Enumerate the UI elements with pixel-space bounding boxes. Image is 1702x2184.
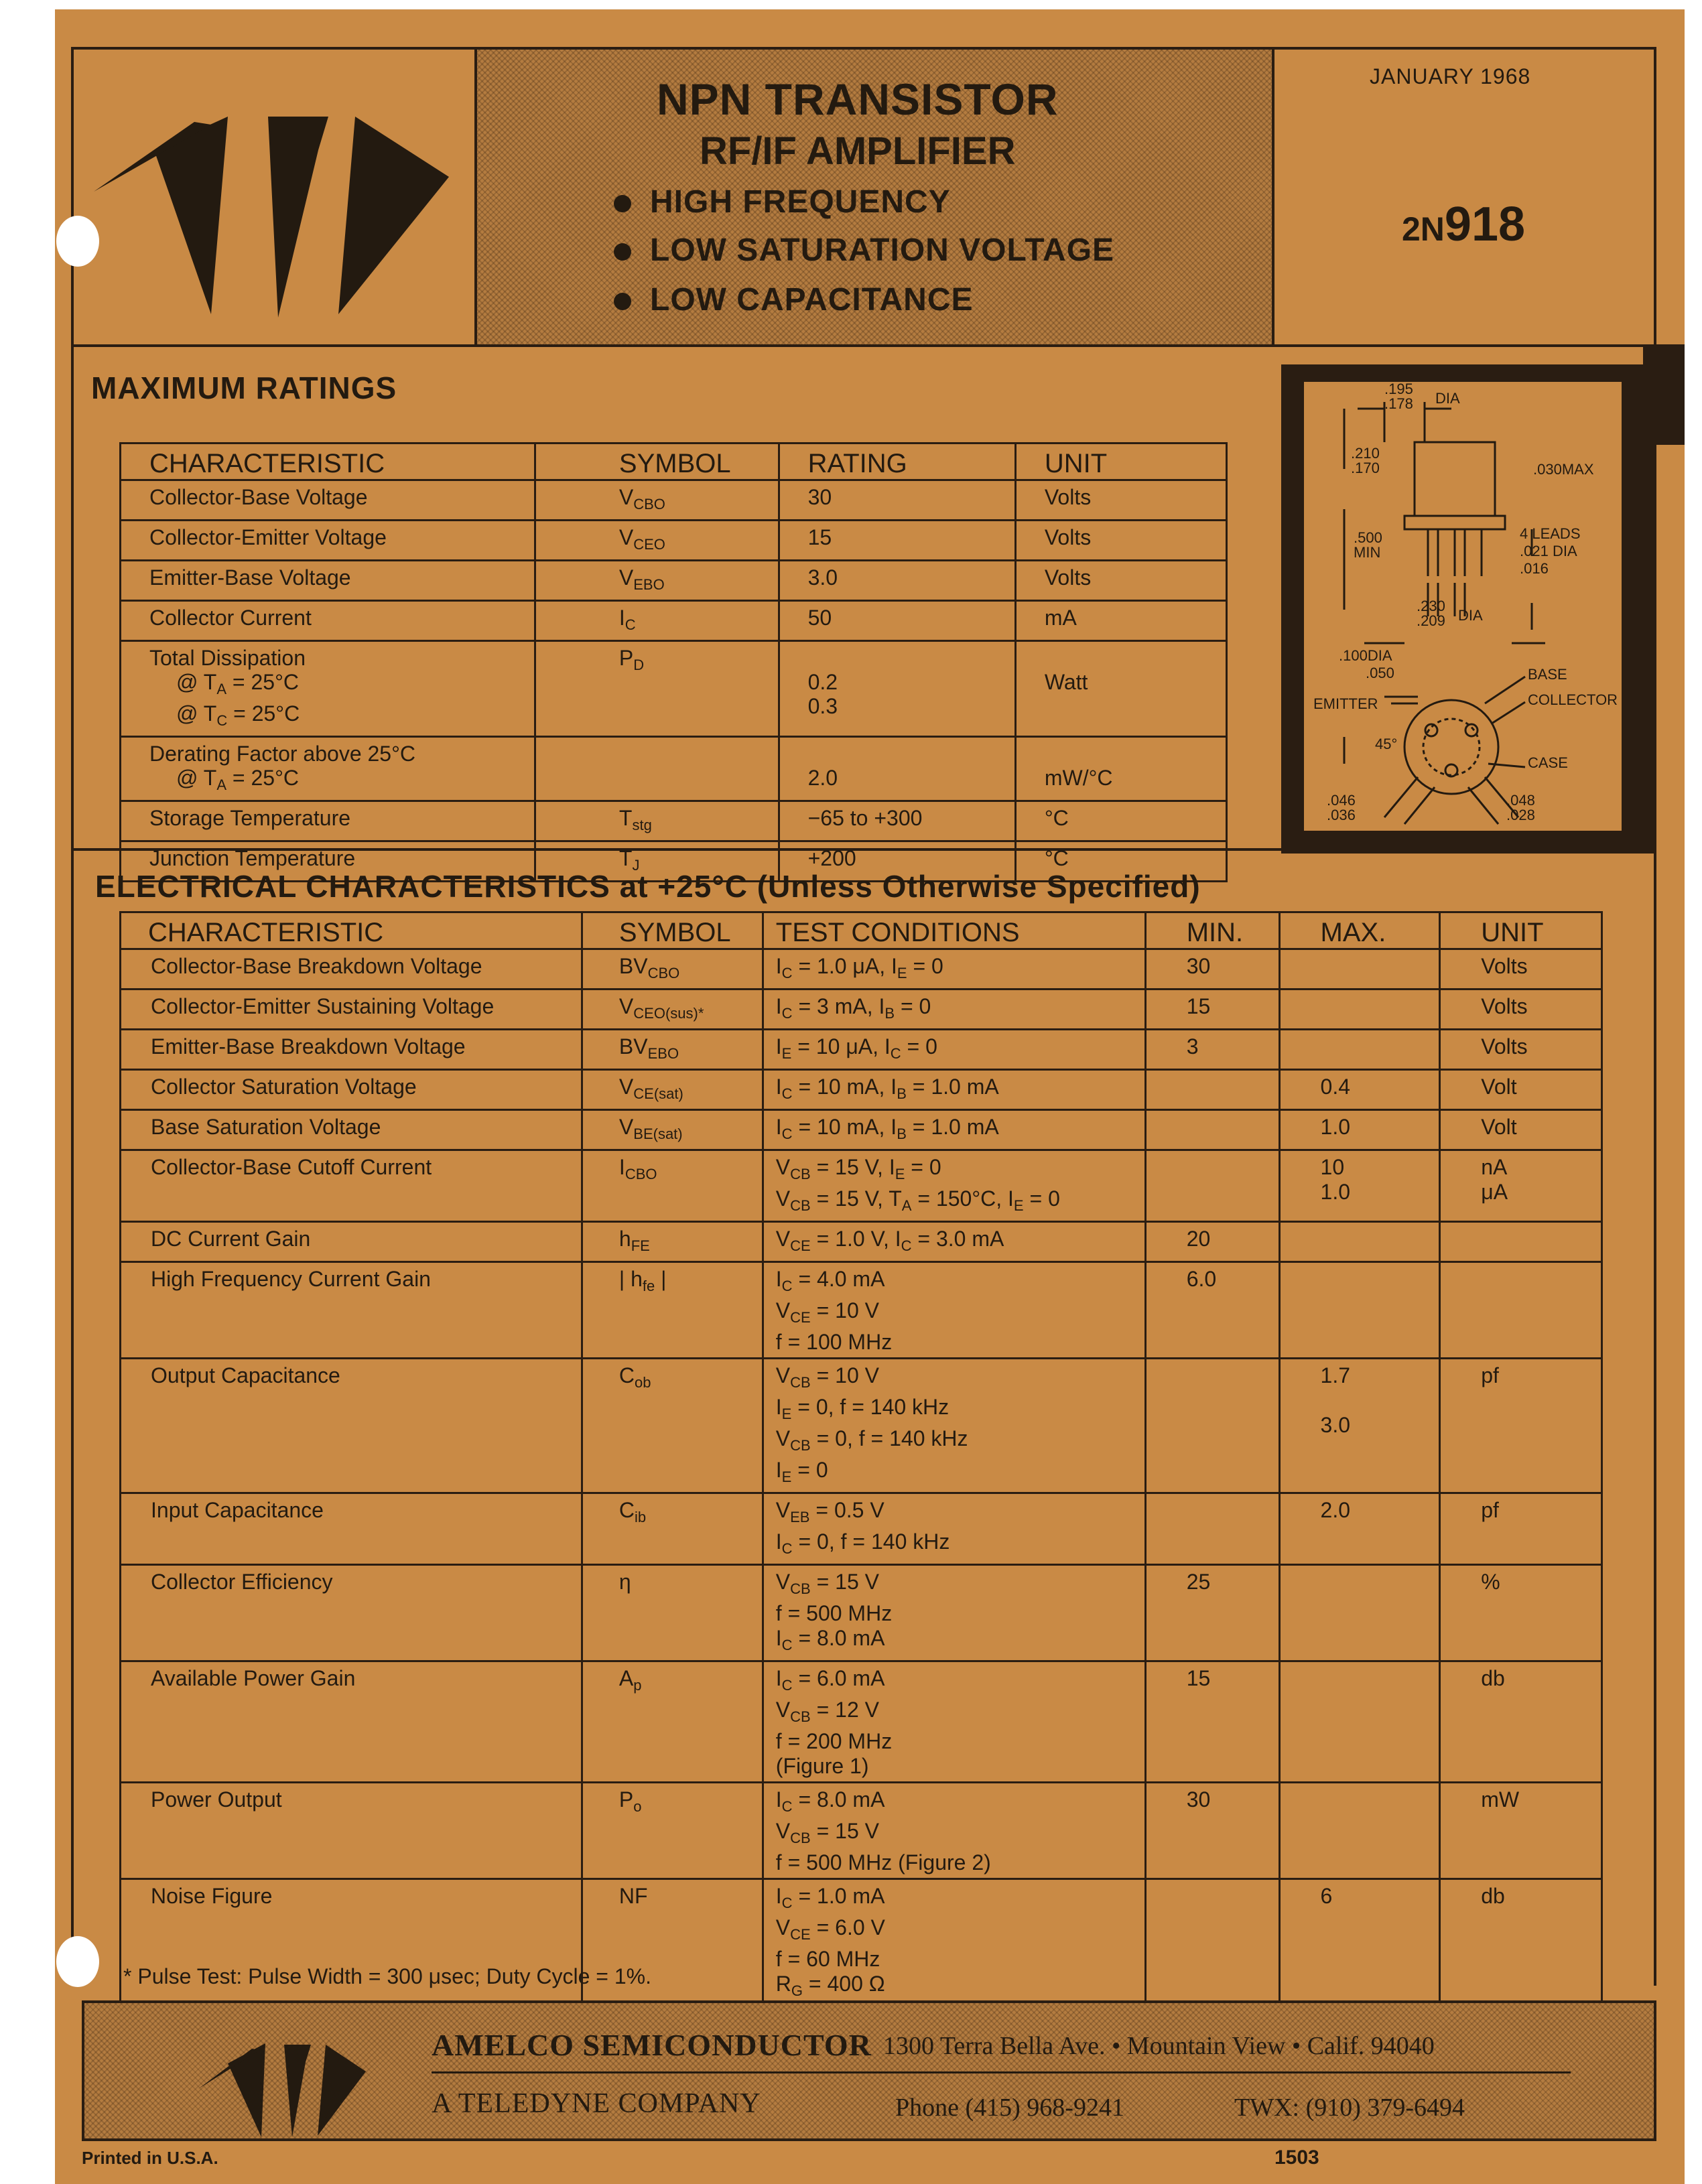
test-condition: $I_C = 10$ mA, $I_B = 1.0$ mA (775, 1075, 999, 1102)
test-condition: $V_{CB} = 15$ V, $I_E = 0$ (775, 1155, 941, 1182)
table-row: Emitter-Base Voltage $V_{EBO}$ 3.0 Volts (121, 561, 1227, 601)
company-address: 1300 Terra Bella Ave. • Mountain View • Calif. 94040 (883, 2032, 1435, 2060)
table-header-row (121, 443, 1227, 480)
test-condition: $I_C = 8.0$ mA (775, 1626, 885, 1653)
test-condition: $V_{CB} = 0$, f = 140 kHz (775, 1426, 968, 1454)
title-line2: RF/IF AMPLIFIER (700, 129, 1016, 173)
col-header: UNIT (1015, 443, 1226, 480)
test-condition: f = 100 MHz (775, 1330, 893, 1354)
table-row: Output Capacitance $C_{ob}$ $V_{CB} = 10$ V $I_E = 0$, f = 140 kHz $V_{CB} = 0$, f = 140 kHz $I_E = 0$ 1.7 3.0 pf (121, 1359, 1602, 1493)
col-header: SYMBOL (582, 912, 763, 949)
col-header: MAX. (1279, 912, 1440, 949)
table-row: DC Current Gain $h_{FE}$ $V_{CE} = 1.0$ V, $I_C = 3.0$ mA 20 (121, 1222, 1602, 1262)
page-code: 1503 (1274, 2146, 1319, 2169)
footnote: * Pulse Test: Pulse Width = 300 μsec; Duty Cycle = 1%. (123, 1964, 651, 1988)
twx-number: TWX: (910) 379-6494 (1234, 2094, 1465, 2122)
col-header: SYMBOL (535, 443, 779, 480)
table-row: Available Power Gain $A_p$ $I_C = 6.0$ mA $V_{CB} = 12$ V f = 200 MHz (Figure 1) 15 db (121, 1661, 1602, 1783)
table-row: Noise Figure NF $I_C = 1.0$ mA $V_{CE} = 6.0$ V f = 60 MHz $R_G = 400$ Ω 6 db (121, 1879, 1602, 2007)
package-frame (1281, 364, 1656, 854)
test-condition: $V_{CE} = 1.0$ V, $I_C = 3.0$ mA (775, 1227, 1004, 1254)
punch-hole (56, 1936, 99, 1987)
max-ratings-heading: MAXIMUM RATINGS (91, 370, 397, 405)
table-row: Collector Current $I_C$ 50 mA (121, 601, 1227, 641)
test-condition: $V_{CB} = 15$ V (775, 1570, 879, 1597)
table-header-row (121, 912, 1602, 949)
table-row: Collector-Emitter Voltage $V_{CEO}$ 15 Volts (121, 521, 1227, 561)
electrical-heading: ELECTRICAL CHARACTERISTICS at +25°C (Unless Otherwise Specified) (95, 869, 1201, 904)
col-header: CHARACTERISTIC (121, 912, 582, 949)
title-line1: NPN TRANSISTOR (657, 74, 1059, 124)
feature-3: LOW CAPACITANCE (614, 281, 974, 318)
test-condition: $I_C = 0$, f = 140 kHz (775, 1529, 950, 1557)
test-condition: $I_C = 3$ mA, $I_B = 0$ (775, 994, 931, 1022)
test-condition: f = 200 MHz (775, 1729, 893, 1753)
test-condition: $I_C = 1.0$ μA, $I_E = 0$ (775, 954, 943, 981)
test-condition: $I_E = 0$ (775, 1458, 828, 1485)
test-condition: $I_C = 6.0$ mA (775, 1666, 885, 1694)
table-row: Junction Temperature $T_J$ +200 °C (121, 841, 1227, 882)
teledyne-logo-icon (74, 50, 474, 344)
table-row: Input Capacitance $C_{ib}$ $V_{EB} = 0.5$ V $I_C = 0$, f = 140 kHz 2.0 pf (121, 1493, 1602, 1565)
logo-panel (74, 50, 474, 344)
feature-2: LOW SATURATION VOLTAGE (614, 232, 1114, 269)
test-condition: (Figure 1) (775, 1754, 869, 1778)
col-header: UNIT (1440, 912, 1602, 949)
datasheet-page (55, 9, 1685, 2184)
table-row: Collector Efficiency η $V_{CB} = 15$ V f = 500 MHz $I_C = 8.0$ mA 25 % (121, 1565, 1602, 1661)
max-ratings-table (119, 442, 1228, 882)
test-condition: f = 500 MHz (Figure 2) (775, 1850, 991, 1874)
col-header: CHARACTERISTIC (121, 443, 535, 480)
test-condition: f = 60 MHz (775, 1947, 880, 1971)
table-row: Collector-Base Breakdown Voltage $BV_{CBO}$ $I_C = 1.0$ μA, $I_E = 0$ 30 Volts (121, 949, 1602, 989)
test-condition: $I_E = 10$ μA, $I_C = 0$ (775, 1034, 937, 1062)
col-header: MIN. (1145, 912, 1279, 949)
test-condition: $I_C = 1.0$ mA (775, 1884, 885, 1911)
test-condition: $V_{CB} = 15$ V (775, 1819, 879, 1846)
test-condition: $I_C = 10$ mA, $I_B = 1.0$ mA (775, 1115, 999, 1142)
table-row: Total Dissipation @ $T_A = 25^\circ C$ @ $T_C = 25^\circ C$ $P_D$ 0.2 0.3 Watt (121, 641, 1227, 737)
table-row: Derating Factor above 25°C @ $T_A = 25^\circ C$ 2.0 mW/°C (121, 737, 1227, 801)
test-condition: $I_C = 8.0$ mA (775, 1787, 885, 1815)
table-row: Emitter-Base Breakdown Voltage $BV_{EBO}$ $I_E = 10$ μA, $I_C = 0$ 3 Volts (121, 1030, 1602, 1070)
company-name: AMELCO SEMICONDUCTOR (432, 2028, 872, 2062)
test-condition: $V_{CB} = 12$ V (775, 1698, 879, 1725)
table-row: Power Output $P_o$ $I_C = 8.0$ mA $V_{CB} = 15$ V f = 500 MHz (Figure 2) 30 mW (121, 1783, 1602, 1879)
test-condition: $V_{CB} = 15$ V, $T_A = 150^\circ C$, $I_E = 0$ (775, 1186, 1060, 1214)
part-number: 2N918 (1402, 198, 1526, 251)
phone-number: Phone (415) 968-9241 (895, 2094, 1124, 2122)
table-row: Collector-Base Voltage $V_{CBO}$ 30 Volts (121, 480, 1227, 521)
bullet-icon (614, 195, 631, 212)
table-row: Storage Temperature $T_{stg}$ −65 to +300 °C (121, 801, 1227, 841)
test-condition: $V_{CE} = 10$ V (775, 1298, 879, 1326)
issue-date: JANUARY 1968 (1370, 64, 1531, 88)
test-condition: $I_E = 0$, f = 140 kHz (775, 1395, 950, 1422)
table-row: Collector-Base Cutoff Current $I_{CBO}$ $V_{CB} = 15$ V, $I_E = 0$ $V_{CB} = 15$ V, $T_A = 150^\circ C$, $I_E = 0$ 10 1.0 nA μA (121, 1150, 1602, 1222)
table-row: Base Saturation Voltage $V_{BE(sat)}$ $I_C = 10$ mA, $I_B = 1.0$ mA 1.0 Volt (121, 1110, 1602, 1150)
company-tagline: A TELEDYNE COMPANY (432, 2088, 761, 2119)
col-header: TEST CONDITIONS (763, 912, 1145, 949)
electrical-table (119, 911, 1603, 2008)
bullet-icon (614, 243, 631, 261)
test-condition: $V_{EB} = 0.5$ V (775, 1498, 885, 1525)
table-row: Collector Saturation Voltage $V_{CE(sat)}$ $I_C = 10$ mA, $I_B = 1.0$ mA 0.4 Volt (121, 1070, 1602, 1110)
feature-1: HIGH FREQUENCY (614, 184, 951, 220)
table-row: High Frequency Current Gain | $h_{fe}$ | $I_C = 4.0$ mA $V_{CE} = 10$ V f = 100 MHz 6.0 (121, 1262, 1602, 1359)
col-header: RATING (779, 443, 1015, 480)
header-frame (71, 47, 1656, 347)
printed-note: Printed in U.S.A. (82, 2148, 218, 2168)
footer-band (82, 2000, 1656, 2141)
test-condition: $V_{CE} = 6.0$ V (775, 1915, 885, 1943)
teledyne-logo-icon (198, 2010, 373, 2144)
package-diagram: .195 .178 DIA .210 .170 .030MAX .500 MIN 4 LEADS .021 DIA .016 .230 .209 DIA .100DIA .050 BASE COLLECTOR EMITTER CASE 45° .046 .036 .048 .028 (1304, 382, 1622, 831)
test-condition: f = 500 MHz (775, 1601, 893, 1625)
test-condition: $R_G = 400$ Ω (775, 1972, 885, 1999)
title-panel (474, 50, 1274, 344)
punch-hole (56, 216, 99, 267)
test-condition: $I_C = 4.0$ mA (775, 1267, 885, 1294)
test-condition: $V_{CB} = 10$ V (775, 1363, 879, 1391)
bullet-icon (614, 293, 631, 310)
table-row: Collector-Emitter Sustaining Voltage $V_{CEO(sus)*}$ $I_C = 3$ mA, $I_B = 0$ 15 Volts (121, 989, 1602, 1030)
